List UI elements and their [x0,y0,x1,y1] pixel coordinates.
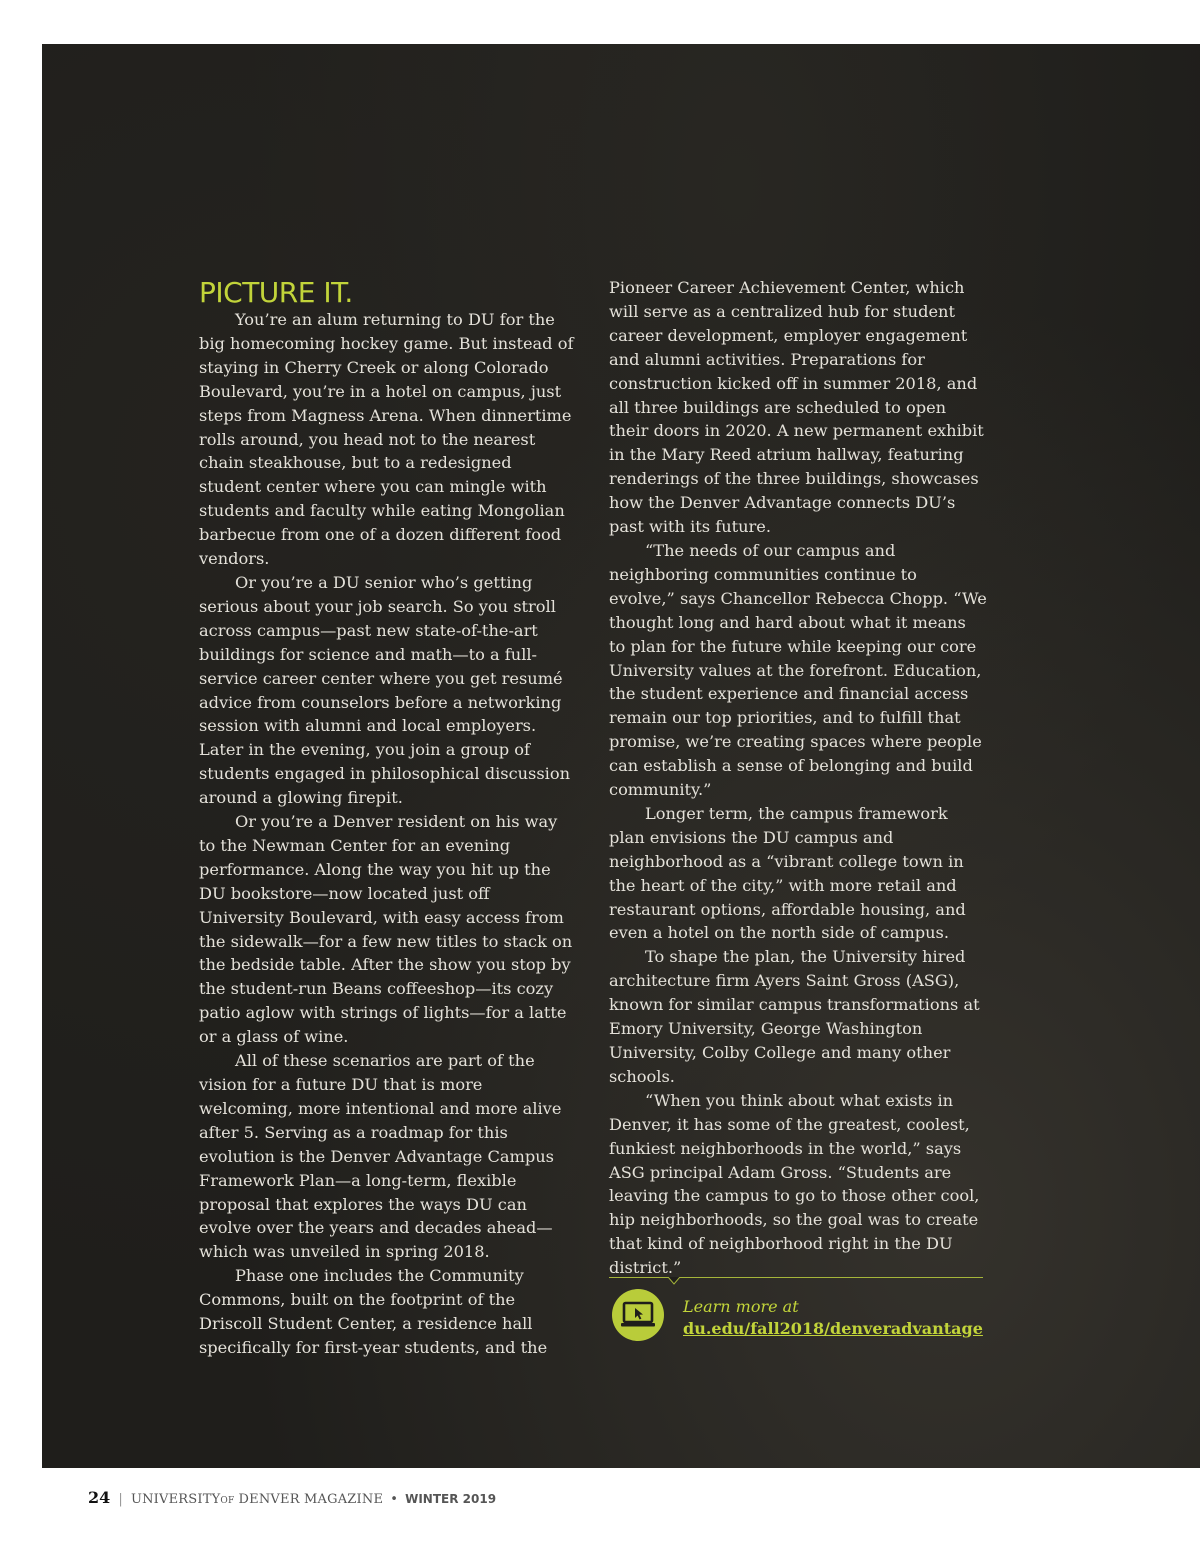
cta-block [683,1296,983,1340]
footer-bullet: • [390,1492,398,1507]
article-column-left [199,276,577,1360]
cta-link[interactable]: du.edu/fall2018/denveradvantage [683,1319,983,1338]
article-paragraph: Longer term, the campus framework plan envisions the DU campus and neighborhood as a “vibrant college town in the heart of the city,” with more retail and restaurant options, affordable housing, and even a hotel on the north side of campus. [609,803,966,943]
cta-label: Learn more at [683,1297,799,1316]
article-paragraph-continued: Pioneer Career Achievement Center, which will serve as a centralized hub for student career development, employer engagement and alumni activities. Preparations for construction kicked off in summer 2018, and all three buildings are scheduled to open their doors in 2020. A new permanent exhibit in the Mary Reed atrium hallway, featuring renderings of the three buildings, showcases how the Denver Advantage connects DU’s past with its future. [609,278,984,537]
article-paragraph: Or you’re a DU senior who’s getting serious about your job search. So you stroll across campus—past new state-of-the-art buildings for science and math—to a full-service career center where you get resumé advice from counselors before a networking session with alumni and local employers. Later in the evening, you join a group of students engaged in philosophical discussion around a glowing firepit. [199,572,571,808]
footer-separator: | [118,1492,123,1507]
article-paragraph: “The needs of our campus and neighboring communities continue to evolve,” says Chancellor Rebecca Chopp. “We thought long and hard about what it means to plan for the future while keeping our core University values at the forefront. Education, the student experience and financial access remain our top priorities, and to fulfill that promise, we’re creating spaces where people can establish a sense of belonging and build community.” [609,540,987,800]
magazine-name-of: OF [220,1496,235,1506]
article-paragraph: “When you think about what exists in Denver, it has some of the greatest, coolest, funkiest neighborhoods in the world,” says ASG principal Adam Gross. “Students are leaving the campus to go to those other cool, hip neighborhoods, so the goal was to create that kind of neighborhood right in the DU district.” [609,1090,980,1278]
article-heading: PICTURE IT. [199,276,353,309]
cta-divider [609,1277,983,1278]
magazine-name-part2: DENVER MAGAZINE [238,1492,384,1507]
article-paragraph: You’re an alum returning to DU for the big homecoming hockey game. But instead of staying in Cherry Creek or along Colorado Boulevard, you’re in a hotel on campus, just steps from Magness Arena. When dinnertime rolls around, you head not to the nearest chain steakhouse, but to a redesigned student center where you can mingle with students and faculty while eating Mongolian barbecue from one of a dozen different food vendors. [199,310,574,569]
laptop-cursor-icon [612,1289,664,1341]
article-paragraph: Phase one includes the Community Commons, built on the footprint of the Driscoll Student Center, a residence hall specifically for first-year students, and the [199,1266,548,1357]
page-footer [88,1488,496,1507]
article-paragraph: Or you’re a Denver resident on his way to the Newman Center for an evening performance. Along the way you hit up the DU bookstore—now located just off University Boulevard, with easy access from the sidewalk—for a few new titles to stack on the bedside table. After the show you stop by the student-run Beans coffeeshop—its cozy patio aglow with strings of lights—for a latte or a glass of wine. [199,812,573,1047]
issue-label: WINTER 2019 [405,1492,497,1506]
divider-notch-icon [668,1277,680,1285]
magazine-name-part1: UNIVERSITY [130,1492,221,1507]
article-column-right [609,276,987,1280]
article-paragraph: All of these scenarios are part of the vision for a future DU that is more welcoming, more intentional and more alive after 5. Serving as a roadmap for this evolution is the Denver Advantage Campus Framework Plan—a long-term, flexible proposal that explores the ways DU can evolve over the years and decades ahead—which was unveiled in spring 2018. [199,1051,562,1262]
page-number: 24 [88,1488,111,1507]
article-paragraph: To shape the plan, the University hired architecture firm Ayers Saint Gross (ASG), known for similar campus transformations at Emory University, George Washington University, Colby College and many other schools. [609,947,980,1086]
